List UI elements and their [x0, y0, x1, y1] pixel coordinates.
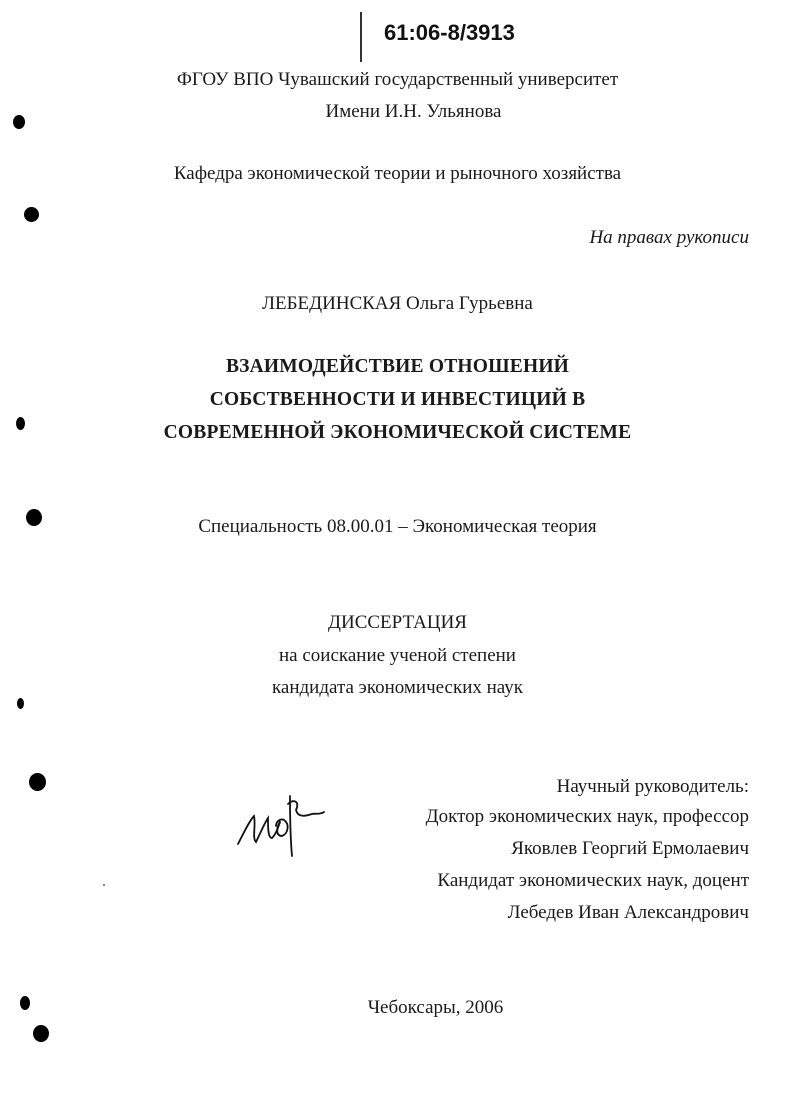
scan-speck — [103, 884, 105, 886]
dissertation-title-line: СОВРЕМЕННОЙ ЭКОНОМИЧЕСКОЙ СИСТЕМЕ — [163, 422, 632, 443]
dissertation-degree: кандидата экономических наук — [271, 677, 524, 698]
handwritten-signature-icon — [232, 788, 332, 860]
archive-stamp-code: 61:06-8/3913 — [384, 20, 515, 45]
supervisor-heading: Научный руководитель: — [556, 776, 749, 797]
supervisor-line: Яковлев Георгий Ермолаевич — [511, 838, 749, 859]
dissertation-label: ДИССЕРТАЦИЯ — [328, 612, 467, 633]
university-named-after: Имени И.Н. Ульянова — [325, 101, 502, 122]
punch-hole-mark — [20, 996, 30, 1010]
punch-hole-mark — [17, 698, 24, 709]
supervisor-line: Кандидат экономических наук, доцент — [437, 870, 749, 891]
supervisor-line: Лебедев Иван Александрович — [507, 902, 749, 923]
department-name: Кафедра экономической теории и рыночного хозяйства — [173, 163, 622, 184]
punch-hole-mark — [33, 1025, 49, 1042]
supervisor-line: Доктор экономических наук, профессор — [425, 806, 749, 827]
city-year: Чебоксары, 2006 — [367, 997, 504, 1018]
university-name: ФГОУ ВПО Чувашский государственный университет — [176, 69, 619, 90]
manuscript-note: На правах рукописи — [589, 227, 749, 248]
specialty: Специальность 08.00.01 – Экономическая теория — [198, 516, 597, 537]
dissertation-purpose: на соискание ученой степени — [279, 645, 516, 666]
dissertation-title-line: ВЗАИМОДЕЙСТВИЕ ОТНОШЕНИЙ — [225, 356, 570, 377]
author-name: ЛЕБЕДИНСКАЯ Ольга Гурьевна — [262, 293, 533, 314]
punch-hole-mark — [29, 773, 46, 791]
stamp-border-line — [360, 12, 362, 62]
punch-hole-mark — [24, 207, 39, 222]
dissertation-title-line: СОБСТВЕННОСТИ И ИНВЕСТИЦИЙ В — [209, 389, 586, 410]
